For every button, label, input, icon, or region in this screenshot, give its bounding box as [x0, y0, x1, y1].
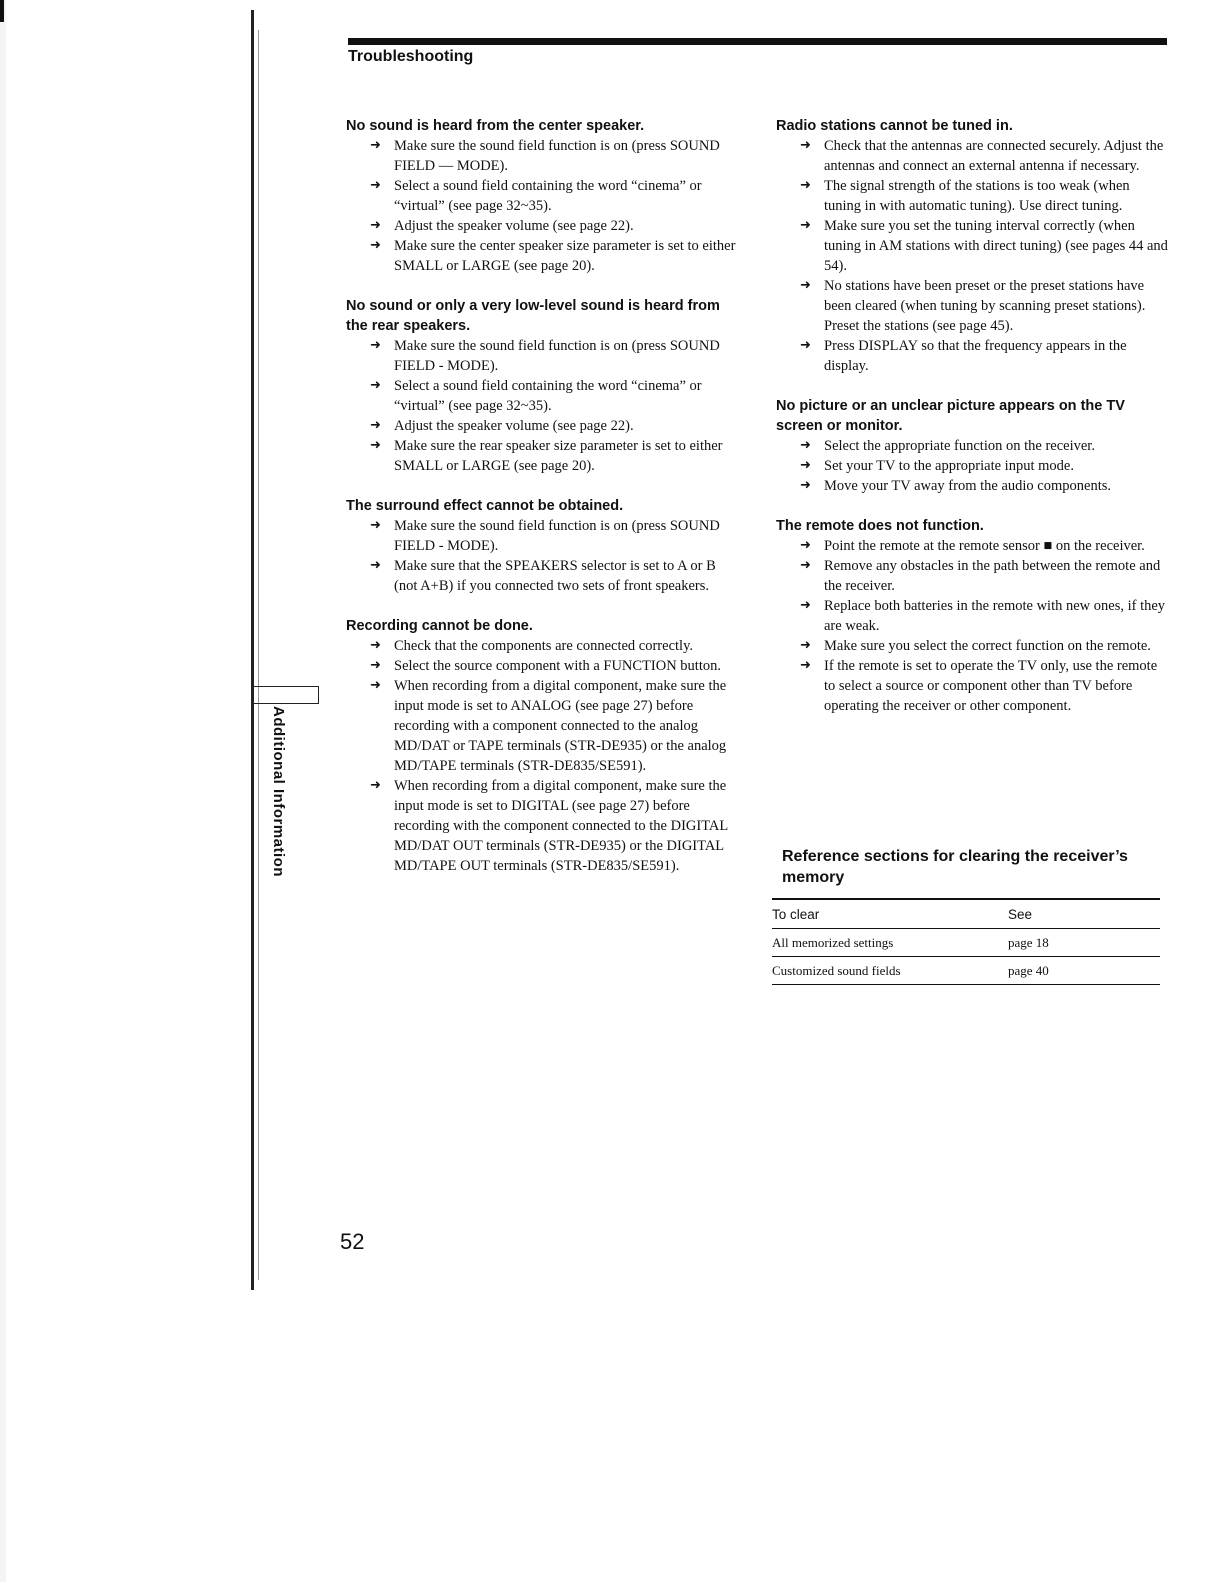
solution-text: If the remote is set to operate the TV only, use the remote to select a source or component other than TV before operating the receiver or other component. — [824, 658, 1158, 714]
problem-heading: No picture or an unclear picture appears on the TV screen or monitor. — [776, 398, 1125, 434]
arrow-icon: ➜ — [800, 218, 811, 233]
list-item — [800, 476, 1168, 496]
arrow-icon: ➜ — [370, 338, 381, 353]
solution-text: Make sure you select the correct function on the remote. — [824, 638, 1151, 654]
list-item — [800, 636, 1168, 656]
arrow-icon: ➜ — [800, 278, 811, 293]
solution-list — [776, 436, 1168, 496]
reference-table-header — [772, 899, 1160, 929]
arrow-icon: ➜ — [800, 598, 811, 613]
solution-text: Make sure the rear speaker size parameter is set to either SMALL or LARGE (see page 20). — [394, 438, 723, 474]
arrow-icon: ➜ — [370, 218, 381, 233]
arrow-icon: ➜ — [370, 658, 381, 673]
page-number: 52 — [340, 1229, 365, 1254]
arrow-icon: ➜ — [370, 638, 381, 653]
list-item — [370, 776, 738, 876]
list-item — [800, 456, 1168, 476]
list-item — [800, 276, 1168, 336]
troubleshooting-block — [346, 616, 738, 876]
problem-heading: Recording cannot be done. — [346, 618, 533, 634]
solution-text: No stations have been preset or the preset stations have been cleared (when tuning by scanning preset stations). Preset the stations (see page 45). — [824, 278, 1146, 334]
arrow-icon: ➜ — [370, 438, 381, 453]
solution-text: Make sure the center speaker size parameter is set to either SMALL or LARGE (see page 20). — [394, 238, 736, 274]
arrow-icon: ➜ — [800, 558, 811, 573]
list-item — [800, 596, 1168, 636]
arrow-icon: ➜ — [370, 778, 381, 793]
solution-text: Replace both batteries in the remote with new ones, if they are weak. — [824, 598, 1166, 634]
table-cell-to-clear: All memorized settings — [772, 929, 1008, 957]
list-item — [800, 336, 1168, 376]
problem-heading: No sound is heard from the center speaker. — [346, 118, 645, 134]
solution-list — [346, 516, 738, 596]
arrow-icon: ➜ — [370, 418, 381, 433]
problem-heading: No sound or only a very low-level sound is heard from the rear speakers. — [346, 298, 720, 334]
solution-text: The signal strength of the stations is too weak (when tuning in with automatic tuning). Use direct tuning. — [824, 178, 1130, 214]
list-item — [800, 176, 1168, 216]
side-tab-label: Additional Information — [270, 706, 287, 877]
table-cell-see: page 40 — [1008, 957, 1160, 985]
list-item — [370, 336, 738, 376]
arrow-icon: ➜ — [370, 678, 381, 693]
column-header-see: See — [1008, 899, 1160, 929]
arrow-icon: ➜ — [800, 478, 811, 493]
table-cell-see: page 18 — [1008, 929, 1160, 957]
solution-text: Make sure the sound field function is on (press SOUND FIELD — MODE). — [394, 138, 720, 174]
list-item — [370, 376, 738, 416]
solution-text: Adjust the speaker volume (see page 22). — [394, 418, 634, 434]
arrow-icon: ➜ — [800, 658, 811, 673]
list-item — [800, 216, 1168, 276]
list-item — [800, 556, 1168, 596]
list-item — [370, 176, 738, 216]
scan-mark — [0, 0, 4, 22]
solution-text: Set your TV to the appropriate input mode. — [824, 458, 1074, 474]
solution-text: Make sure the sound field function is on (press SOUND FIELD - MODE). — [394, 338, 720, 374]
solution-text: Move your TV away from the audio components. — [824, 478, 1111, 494]
right-column — [776, 116, 1168, 736]
solution-text: Check that the components are connected correctly. — [394, 638, 693, 654]
reference-table — [772, 898, 1160, 985]
binding-line-thin — [258, 30, 259, 1280]
list-item — [800, 136, 1168, 176]
scan-edge — [0, 0, 6, 1582]
arrow-icon: ➜ — [800, 638, 811, 653]
list-item — [370, 436, 738, 476]
arrow-icon: ➜ — [370, 378, 381, 393]
arrow-icon: ➜ — [800, 438, 811, 453]
solution-text: Check that the antennas are connected securely. Adjust the antennas and connect an external antenna if necessary. — [824, 138, 1164, 174]
arrow-icon: ➜ — [800, 338, 811, 353]
solution-text: When recording from a digital component, make sure the input mode is set to DIGITAL (see page 27) before recording with the component connected to the DIGITAL MD/DAT OUT terminals (STR-DE935) or the DIGITAL MD/TAPE OUT terminals (STR-DE835/SE591). — [394, 778, 728, 874]
solution-text: Make sure the sound field function is on (press SOUND FIELD - MODE). — [394, 518, 720, 554]
arrow-icon: ➜ — [370, 238, 381, 253]
binding-line — [251, 10, 254, 1290]
troubleshooting-block — [776, 396, 1168, 496]
list-item — [800, 436, 1168, 456]
solution-list — [776, 536, 1168, 716]
solution-text: Select the appropriate function on the receiver. — [824, 438, 1095, 454]
index-tab-box — [252, 686, 319, 704]
troubleshooting-block — [346, 496, 738, 596]
arrow-icon: ➜ — [800, 538, 811, 553]
list-item — [370, 516, 738, 556]
table-row — [772, 957, 1160, 985]
arrow-icon: ➜ — [370, 558, 381, 573]
header-rule — [348, 38, 1167, 45]
solution-text: Select a sound field containing the word “cinema” or “virtual” (see page 32~35). — [394, 378, 702, 414]
list-item — [370, 556, 738, 596]
troubleshooting-block — [346, 116, 738, 276]
list-item — [370, 656, 738, 676]
table-cell-to-clear: Customized sound fields — [772, 957, 1008, 985]
list-item — [800, 656, 1168, 716]
solution-list — [346, 636, 738, 876]
arrow-icon: ➜ — [370, 178, 381, 193]
solution-list — [346, 136, 738, 276]
section-title: Troubleshooting — [348, 48, 474, 65]
column-header-to-clear: To clear — [772, 899, 1008, 929]
solution-list — [346, 336, 738, 476]
reference-title: Reference sections for clearing the receiver’s memory — [782, 848, 1128, 886]
troubleshooting-block — [776, 116, 1168, 376]
left-column — [346, 116, 738, 896]
solution-text: Press DISPLAY so that the frequency appears in the display. — [824, 338, 1127, 374]
arrow-icon: ➜ — [800, 138, 811, 153]
table-row — [772, 929, 1160, 957]
solution-text: Make sure that the SPEAKERS selector is set to A or B (not A+B) if you connected two sets of front speakers. — [394, 558, 716, 594]
solution-text: Remove any obstacles in the path between the remote and the receiver. — [824, 558, 1161, 594]
solution-list — [776, 136, 1168, 376]
list-item — [800, 536, 1168, 556]
solution-text: Point the remote at the remote sensor ■ on the receiver. — [824, 538, 1145, 554]
list-item — [370, 636, 738, 656]
solution-text: Select a sound field containing the word “cinema” or “virtual” (see page 32~35). — [394, 178, 702, 214]
list-item — [370, 216, 738, 236]
problem-heading: Radio stations cannot be tuned in. — [776, 118, 1013, 134]
arrow-icon: ➜ — [800, 458, 811, 473]
troubleshooting-block — [346, 296, 738, 476]
problem-heading: The remote does not function. — [776, 518, 984, 534]
problem-heading: The surround effect cannot be obtained. — [346, 498, 624, 514]
list-item — [370, 416, 738, 436]
solution-text: Adjust the speaker volume (see page 22). — [394, 218, 634, 234]
arrow-icon: ➜ — [370, 138, 381, 153]
arrow-icon: ➜ — [800, 178, 811, 193]
solution-text: When recording from a digital component, make sure the input mode is set to ANALOG (see page 27) before recording with a component connected to the analog MD/DAT or TAPE terminals (STR-DE935) or the analog MD/TAPE terminals (STR-DE835/SE591). — [394, 678, 727, 774]
list-item — [370, 236, 738, 276]
arrow-icon: ➜ — [370, 518, 381, 533]
troubleshooting-block — [776, 516, 1168, 716]
solution-text: Select the source component with a FUNCTION button. — [394, 658, 721, 674]
list-item — [370, 136, 738, 176]
list-item — [370, 676, 738, 776]
solution-text: Make sure you set the tuning interval correctly (when tuning in AM stations with direct tuning) (see pages 44 and 54). — [824, 218, 1168, 274]
